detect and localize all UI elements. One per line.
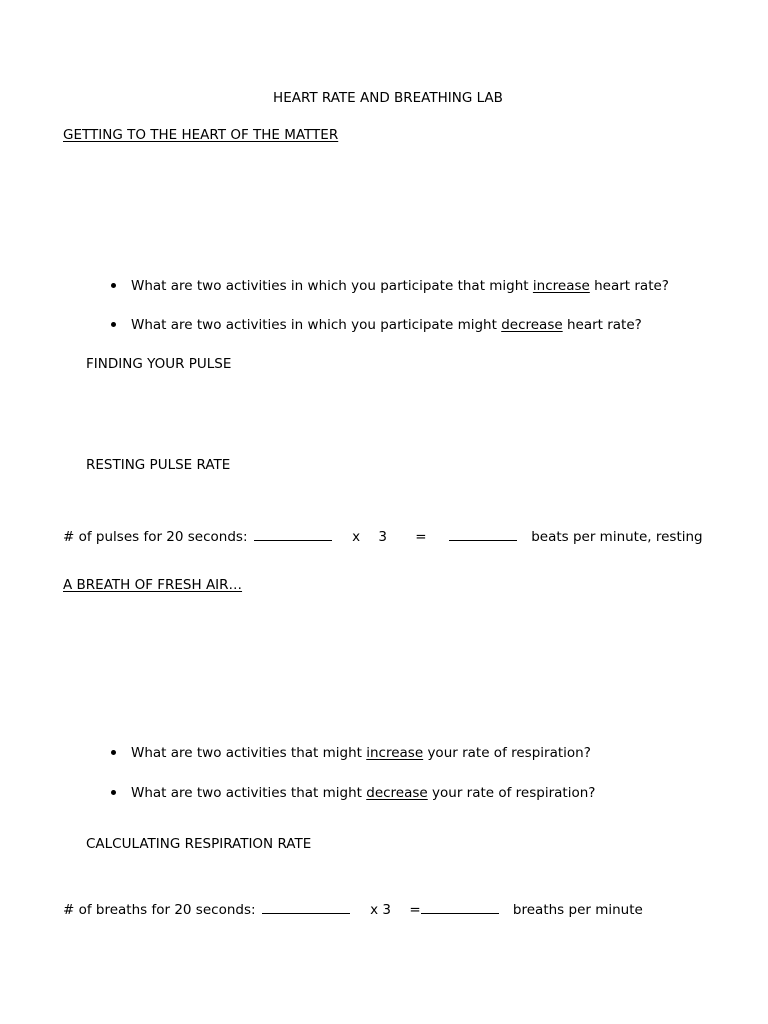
page-title: HEART RATE AND BREATHING LAB [273, 90, 503, 106]
bullet-icon [111, 750, 116, 755]
question-text: your rate of respiration? [423, 745, 591, 761]
beats-per-minute-blank[interactable] [449, 526, 517, 541]
bullet-icon [111, 283, 116, 288]
question-decrease-respiration [131, 784, 595, 802]
pulse-count-blank[interactable] [254, 526, 332, 541]
question-text: What are two activities in which you participate might [131, 317, 502, 333]
section-heading-breath: A BREATH OF FRESH AIR… [63, 577, 243, 593]
subheading-respiration-rate: CALCULATING RESPIRATION RATE [86, 836, 312, 852]
multiplier-value: 3 [378, 529, 387, 545]
equals-sign: = [415, 529, 427, 545]
breaths-per-minute-blank[interactable] [421, 899, 499, 914]
question-emphasis: decrease [366, 785, 428, 801]
breath-calculation-line [63, 899, 643, 919]
pulse-count-label: # of pulses for 20 seconds: [63, 529, 248, 545]
question-text: heart rate? [589, 278, 669, 294]
beats-unit-label: beats per minute, resting [531, 529, 703, 545]
equals-sign: = [409, 902, 421, 918]
pulse-calculation-line [63, 526, 703, 546]
question-text: heart rate? [562, 317, 642, 333]
question-emphasis: increase [532, 278, 590, 294]
multiply-sign: x [352, 529, 361, 545]
multiply-by-three: x 3 [370, 902, 392, 918]
subheading-resting-pulse: RESTING PULSE RATE [86, 457, 231, 473]
breaths-unit-label: breaths per minute [512, 902, 643, 918]
question-increase-respiration [131, 744, 591, 762]
question-text: What are two activities in which you participate that might [131, 278, 533, 294]
bullet-icon [111, 322, 116, 327]
section-heading-heart: GETTING TO THE HEART OF THE MATTER [63, 127, 339, 143]
question-emphasis: decrease [501, 317, 563, 333]
question-text: your rate of respiration? [427, 785, 596, 801]
subheading-finding-pulse: FINDING YOUR PULSE [86, 356, 232, 372]
question-text: What are two activities that might [131, 745, 367, 761]
bullet-icon [111, 790, 116, 795]
question-increase-heart-rate [131, 277, 669, 295]
question-text: What are two activities that might [131, 785, 367, 801]
question-emphasis: increase [366, 745, 424, 761]
breath-count-label: # of breaths for 20 seconds: [63, 902, 256, 918]
question-decrease-heart-rate [131, 316, 642, 334]
breath-count-blank[interactable] [262, 899, 350, 914]
